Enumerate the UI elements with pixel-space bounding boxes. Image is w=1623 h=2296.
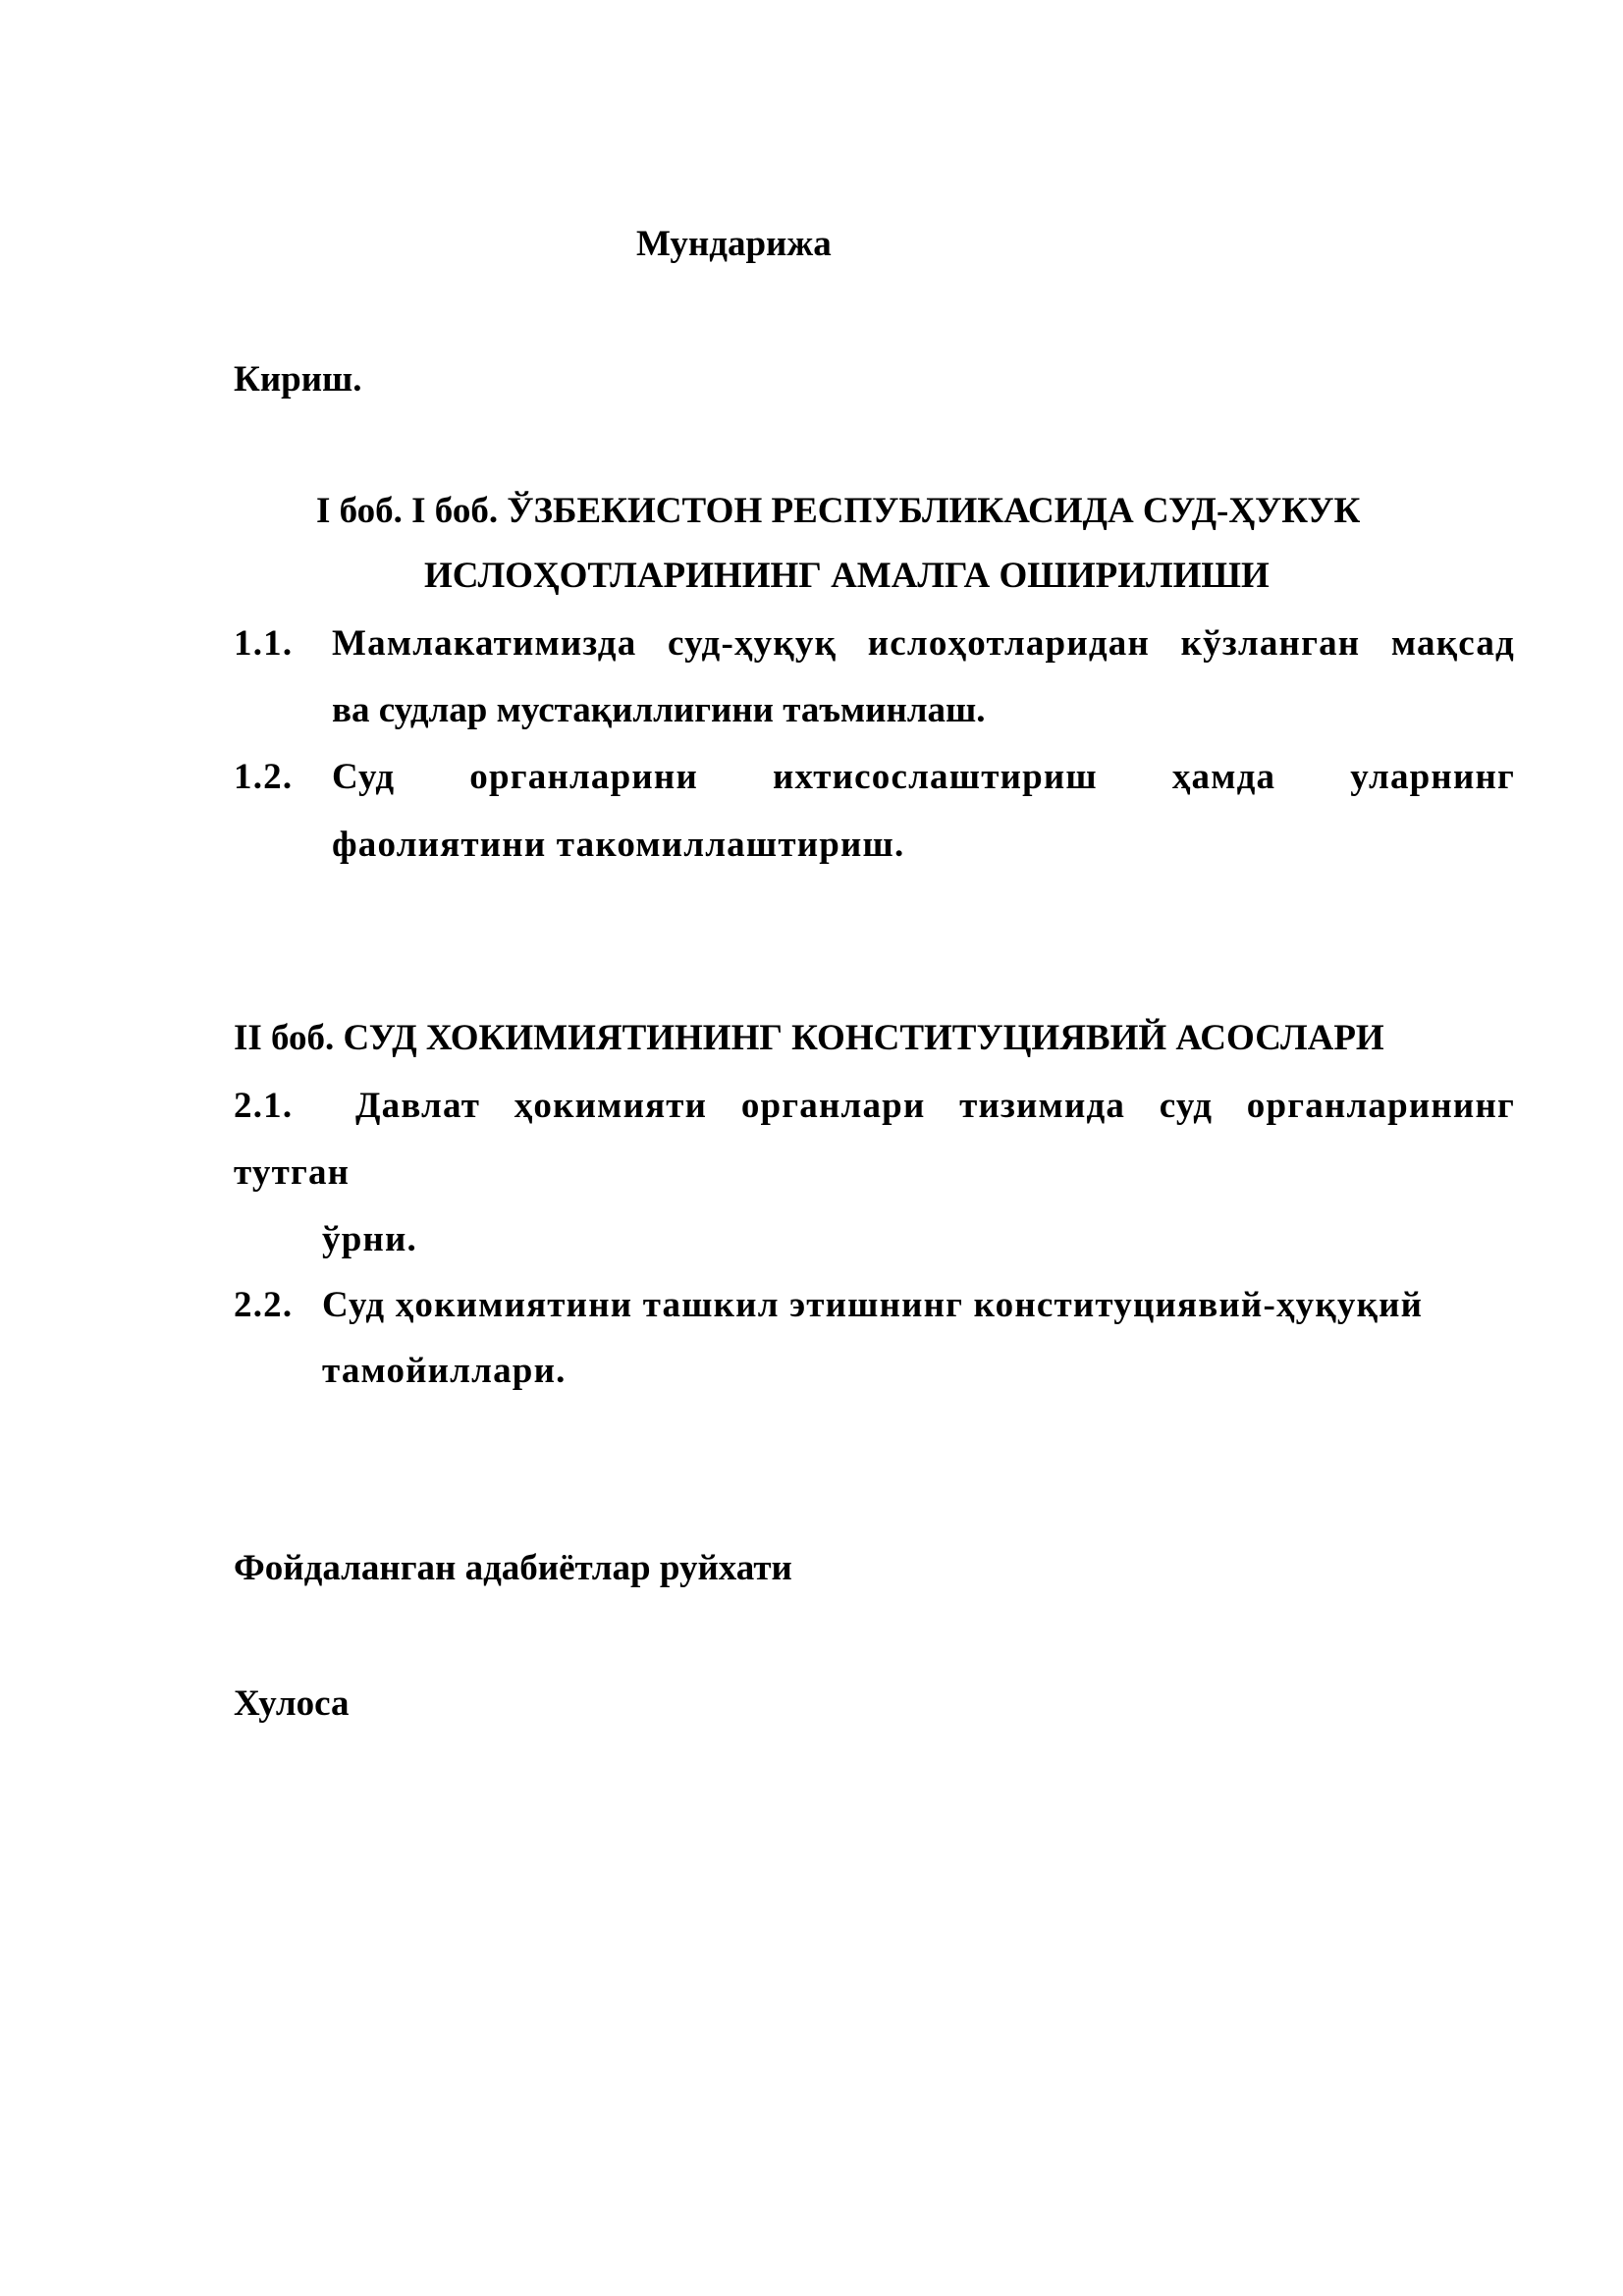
section-2-2-line1: Суд ҳокимиятини ташкил этишнинг конституциявий-ҳуқуқий <box>322 1285 1424 1325</box>
toc-references: Фойдаланган адабиётлар руйхати <box>234 1548 792 1588</box>
word: суд <box>1159 1086 1214 1126</box>
section-number: 1.1. <box>234 623 294 664</box>
section-number: 2.2. <box>234 1285 294 1325</box>
word: суд-ҳуқуқ <box>668 623 838 664</box>
section-number: 2.1. <box>234 1086 294 1126</box>
word: органларини <box>469 757 698 797</box>
section-1-2-line1 <box>332 759 1515 795</box>
word: ислоҳотларидан <box>867 623 1150 664</box>
section-1-1-line1 <box>332 625 1515 662</box>
section-2-1-line2: тутган <box>234 1152 351 1193</box>
section-number: 1.2. <box>234 757 294 797</box>
word: органларининг <box>1246 1086 1515 1126</box>
toc-conclusion: Хулоса <box>234 1683 350 1724</box>
word: Давлат <box>355 1086 481 1126</box>
word: органлари <box>740 1086 926 1126</box>
section-1-1-line2: ва судлар мустақиллигини таъминлаш. <box>332 690 986 730</box>
word: мақсад <box>1390 623 1515 664</box>
word: тизимида <box>959 1086 1126 1126</box>
word: уларнинг <box>1350 757 1515 797</box>
page-title: Мундарижа <box>636 224 832 264</box>
chapter1-heading-line2: ИСЛОҲОТЛАРИНИНГ АМАЛГА ОШИРИЛИШИ <box>424 556 1270 596</box>
section-2-2-line2: тамойиллари. <box>322 1351 567 1391</box>
chapter1-heading-line1: I боб. I боб. ЎЗБЕКИСТОН РЕСПУБЛИКАСИДА СУД-ҲУКУК <box>316 491 1361 531</box>
word: ихтисослаштириш <box>772 757 1098 797</box>
word: кўзланган <box>1180 623 1361 664</box>
word: ҳамда <box>1171 757 1276 797</box>
word: ҳокимияти <box>514 1086 708 1126</box>
word: Суд <box>332 757 396 797</box>
toc-intro: Кириш. <box>234 359 362 400</box>
chapter2-heading: II боб. СУД ХОКИМИЯТИНИНГ КОНСТИТУЦИЯВИЙ АСОСЛАРИ <box>234 1018 1384 1058</box>
section-1-2-line2: фаолиятини такомиллаштириш. <box>332 825 905 865</box>
word: Мамлакатимизда <box>332 623 637 664</box>
section-2-1-line1 <box>355 1088 1515 1124</box>
section-2-1-line3: ўрни. <box>322 1219 417 1259</box>
